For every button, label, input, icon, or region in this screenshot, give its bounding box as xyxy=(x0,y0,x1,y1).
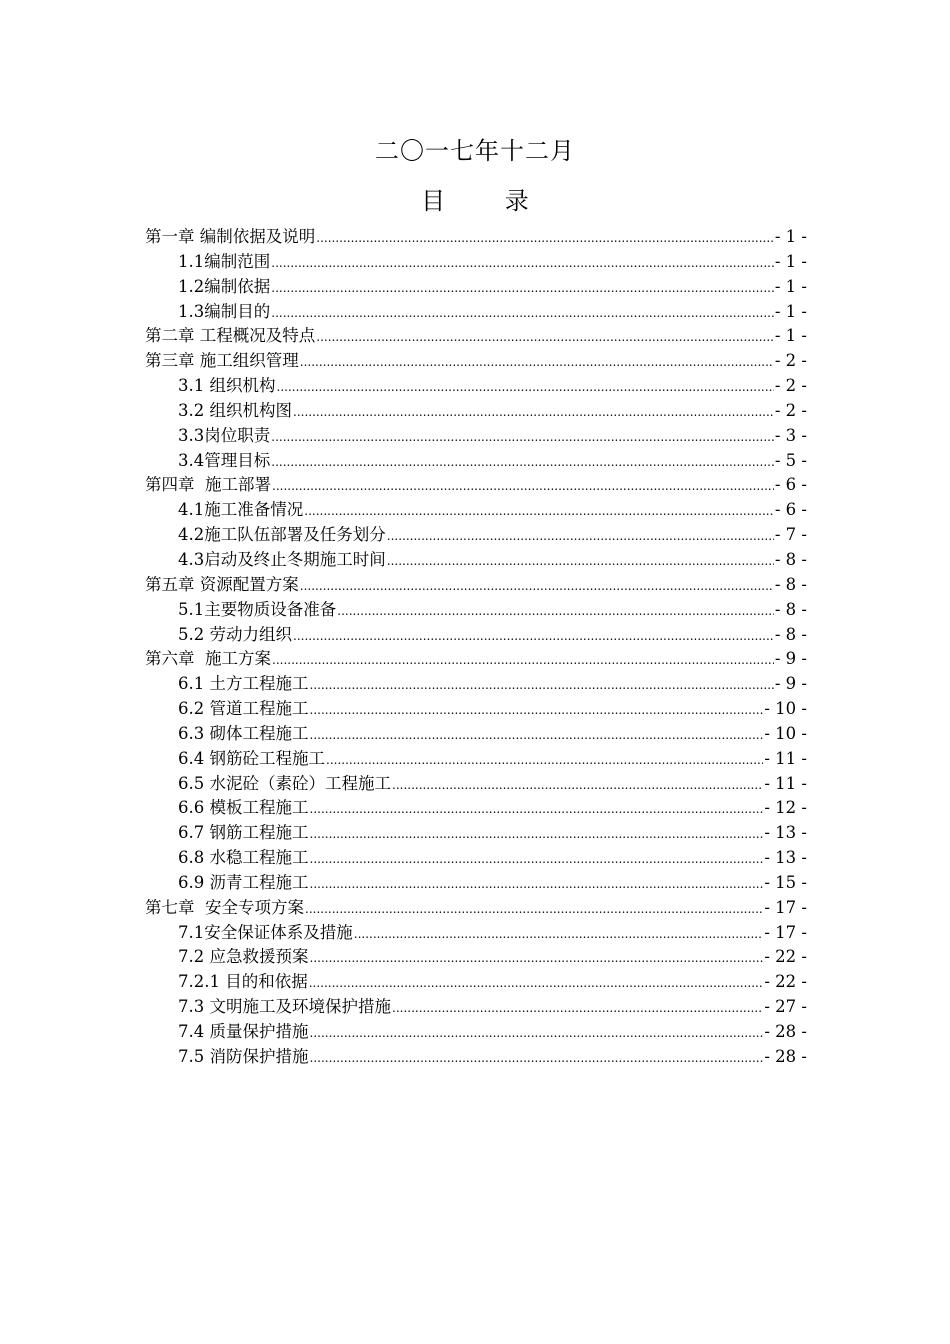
toc-entry-label: 第二章 工程概况及特点 xyxy=(145,326,316,346)
toc-section-entry[interactable] xyxy=(145,449,807,474)
toc-section-entry[interactable] xyxy=(145,523,807,548)
toc-entry-label: 3.3岗位职责 xyxy=(178,425,271,445)
toc-dot-leader xyxy=(271,276,774,301)
toc-entry-label: 7.3 文明施工及环境保护措施 xyxy=(178,997,391,1017)
toc-section-entry[interactable] xyxy=(145,921,807,946)
toc-dot-leader xyxy=(304,499,774,524)
toc-page-number: - 8 - xyxy=(774,574,807,594)
toc-section-entry[interactable] xyxy=(145,399,807,424)
toc-dot-leader xyxy=(272,648,774,673)
toc-entry-label: 第六章 施工方案 xyxy=(145,649,271,669)
toc-section-entry[interactable] xyxy=(145,598,807,623)
toc-section-entry[interactable] xyxy=(145,970,807,995)
toc-section-entry[interactable] xyxy=(145,672,807,697)
toc-page-number: - 12 - xyxy=(764,798,807,818)
toc-dot-leader xyxy=(271,301,774,326)
toc-entry-label: 1.3编制目的 xyxy=(178,301,271,321)
toc-page-number: - 3 - xyxy=(774,425,807,445)
toc-page-number: - 15 - xyxy=(764,872,807,892)
toc-entry-label: 5.1主要物质设备准备 xyxy=(178,599,337,619)
toc-entry-label: 3.4管理目标 xyxy=(178,450,271,470)
toc-dot-leader xyxy=(354,922,764,947)
toc-dot-leader xyxy=(309,971,764,996)
toc-page-number: - 9 - xyxy=(774,674,807,694)
toc-dot-leader xyxy=(387,549,774,574)
toc-section-entry[interactable] xyxy=(145,722,807,747)
toc-section-entry[interactable] xyxy=(145,697,807,722)
toc-entry-label: 6.5 水泥砼（素砼）工程施工 xyxy=(178,773,391,793)
toc-section-entry[interactable] xyxy=(145,548,807,573)
toc-page-number: - 17 - xyxy=(764,897,807,917)
toc-entry-label: 第三章 施工组织管理 xyxy=(145,351,299,371)
toc-chapter-entry[interactable] xyxy=(145,473,807,498)
table-of-contents xyxy=(145,225,807,1070)
toc-section-entry[interactable] xyxy=(145,498,807,523)
toc-page-number: - 2 - xyxy=(774,376,807,396)
toc-section-entry[interactable] xyxy=(145,424,807,449)
toc-dot-leader xyxy=(310,847,764,872)
toc-page-number: - 28 - xyxy=(764,1046,807,1066)
toc-dot-leader xyxy=(310,673,774,698)
toc-entry-label: 7.2.1 目的和依据 xyxy=(178,972,308,992)
toc-section-entry[interactable] xyxy=(145,995,807,1020)
toc-page-number: - 1 - xyxy=(774,251,807,271)
toc-dot-leader xyxy=(310,723,764,748)
toc-section-entry[interactable] xyxy=(145,772,807,797)
toc-entry-label: 第七章 安全专项方案 xyxy=(145,897,304,917)
toc-dot-leader xyxy=(310,872,764,897)
toc-page-number: - 8 - xyxy=(774,549,807,569)
date-heading: 二〇一七年十二月 xyxy=(375,137,575,165)
toc-entry-label: 7.5 消防保护措施 xyxy=(178,1046,309,1066)
toc-page-number: - 28 - xyxy=(764,1022,807,1041)
toc-chapter-entry[interactable] xyxy=(145,647,807,672)
toc-page-number: - 1 - xyxy=(774,301,807,321)
toc-entry-label: 7.2 应急救援预案 xyxy=(178,947,309,967)
toc-dot-leader xyxy=(310,797,764,822)
toc-dot-leader xyxy=(337,599,774,624)
toc-dot-leader xyxy=(392,773,763,798)
toc-dot-leader xyxy=(293,624,774,649)
toc-entry-label: 7.1安全保证体系及措施 xyxy=(178,922,353,942)
toc-dot-leader xyxy=(310,1021,764,1046)
toc-entry-label: 5.2 劳动力组织 xyxy=(178,624,292,644)
toc-dot-leader xyxy=(271,251,774,276)
toc-dot-leader xyxy=(293,400,774,425)
toc-title: 目 录 xyxy=(421,187,555,215)
toc-page-number: - 11 - xyxy=(764,773,807,793)
toc-dot-leader xyxy=(326,748,763,773)
toc-page-number: - 8 - xyxy=(774,599,807,619)
toc-entry-label: 1.2编制依据 xyxy=(178,276,271,296)
toc-entry-label: 第一章 编制依据及说明 xyxy=(145,227,316,246)
toc-page-number: - 13 - xyxy=(764,848,807,868)
toc-page-number: - 22 - xyxy=(764,947,807,967)
toc-entry-label: 第四章 施工部署 xyxy=(145,475,271,495)
toc-section-entry[interactable] xyxy=(145,945,807,970)
toc-page-number: - 13 - xyxy=(764,823,807,843)
toc-page-number: - 1 - xyxy=(774,326,807,346)
toc-dot-leader xyxy=(310,698,764,723)
toc-entry-label: 3.1 组织机构 xyxy=(178,376,276,396)
toc-page-number: - 27 - xyxy=(764,997,807,1017)
toc-chapter-entry[interactable] xyxy=(145,573,807,598)
toc-entry-label: 6.1 土方工程施工 xyxy=(178,674,309,694)
toc-entry-label: 6.2 管道工程施工 xyxy=(178,699,309,719)
toc-page-number: - 1 - xyxy=(774,227,807,246)
toc-dot-leader xyxy=(277,375,774,400)
toc-entry-label: 6.7 钢筋工程施工 xyxy=(178,823,309,843)
toc-entry-label: 3.2 组织机构图 xyxy=(178,400,292,420)
toc-section-entry[interactable] xyxy=(145,1045,807,1070)
toc-page-number: - 6 - xyxy=(774,500,807,520)
toc-dot-leader xyxy=(310,1046,764,1071)
toc-dot-leader xyxy=(300,574,774,599)
toc-page-number: - 8 - xyxy=(774,624,807,644)
toc-section-entry[interactable] xyxy=(145,1020,807,1045)
toc-section-entry[interactable] xyxy=(145,623,807,648)
toc-entry-label: 第五章 资源配置方案 xyxy=(145,574,299,594)
toc-dot-leader xyxy=(316,226,774,251)
toc-section-entry[interactable] xyxy=(145,250,807,275)
toc-section-entry[interactable] xyxy=(145,374,807,399)
toc-dot-leader xyxy=(300,350,774,375)
toc-entry-label: 4.2施工队伍部署及任务划分 xyxy=(178,525,386,545)
toc-page-number: - 6 - xyxy=(774,475,807,495)
toc-page-number: - 11 - xyxy=(764,748,807,768)
toc-entry-label: 4.3启动及终止冬期施工时间 xyxy=(178,549,386,569)
toc-section-entry[interactable] xyxy=(145,796,807,821)
toc-page-number: - 5 - xyxy=(774,450,807,470)
toc-section-entry[interactable] xyxy=(145,821,807,846)
toc-page-number: - 2 - xyxy=(774,351,807,371)
toc-chapter-entry[interactable] xyxy=(145,324,807,349)
toc-page-number: - 10 - xyxy=(764,723,807,743)
toc-dot-leader xyxy=(387,524,774,549)
toc-dot-leader xyxy=(310,822,764,847)
toc-section-entry[interactable] xyxy=(145,275,807,300)
toc-dot-leader xyxy=(271,425,774,450)
toc-dot-leader xyxy=(271,450,774,475)
toc-page-number: - 1 - xyxy=(774,276,807,296)
toc-entry-label: 1.1编制范围 xyxy=(178,251,271,271)
toc-chapter-entry[interactable] xyxy=(145,349,807,374)
toc-page-number: - 22 - xyxy=(764,972,807,992)
toc-dot-leader xyxy=(392,996,763,1021)
toc-chapter-entry[interactable] xyxy=(145,225,807,250)
toc-chapter-entry[interactable] xyxy=(145,896,807,921)
toc-section-entry[interactable] xyxy=(145,846,807,871)
toc-entry-label: 6.6 模板工程施工 xyxy=(178,798,309,818)
toc-page-number: - 2 - xyxy=(774,400,807,420)
toc-dot-leader xyxy=(305,897,763,922)
toc-page-number: - 17 - xyxy=(764,922,807,942)
toc-page-number: - 10 - xyxy=(764,699,807,719)
toc-dot-leader xyxy=(310,946,764,971)
toc-entry-label: 6.9 沥青工程施工 xyxy=(178,872,309,892)
toc-page-number: - 9 - xyxy=(774,649,807,669)
toc-entry-label: 6.8 水稳工程施工 xyxy=(178,848,309,868)
toc-section-entry[interactable] xyxy=(145,747,807,772)
toc-section-entry[interactable] xyxy=(145,300,807,325)
toc-dot-leader xyxy=(272,474,774,499)
toc-dot-leader xyxy=(316,325,774,350)
toc-page-number: - 7 - xyxy=(774,525,807,545)
toc-entry-label: 6.3 砌体工程施工 xyxy=(178,723,309,743)
toc-entry-label: 6.4 钢筋砼工程施工 xyxy=(178,748,325,768)
toc-entry-label: 7.4 质量保护措施 xyxy=(178,1022,309,1041)
toc-section-entry[interactable] xyxy=(145,871,807,896)
toc-entry-label: 4.1施工准备情况 xyxy=(178,500,304,520)
